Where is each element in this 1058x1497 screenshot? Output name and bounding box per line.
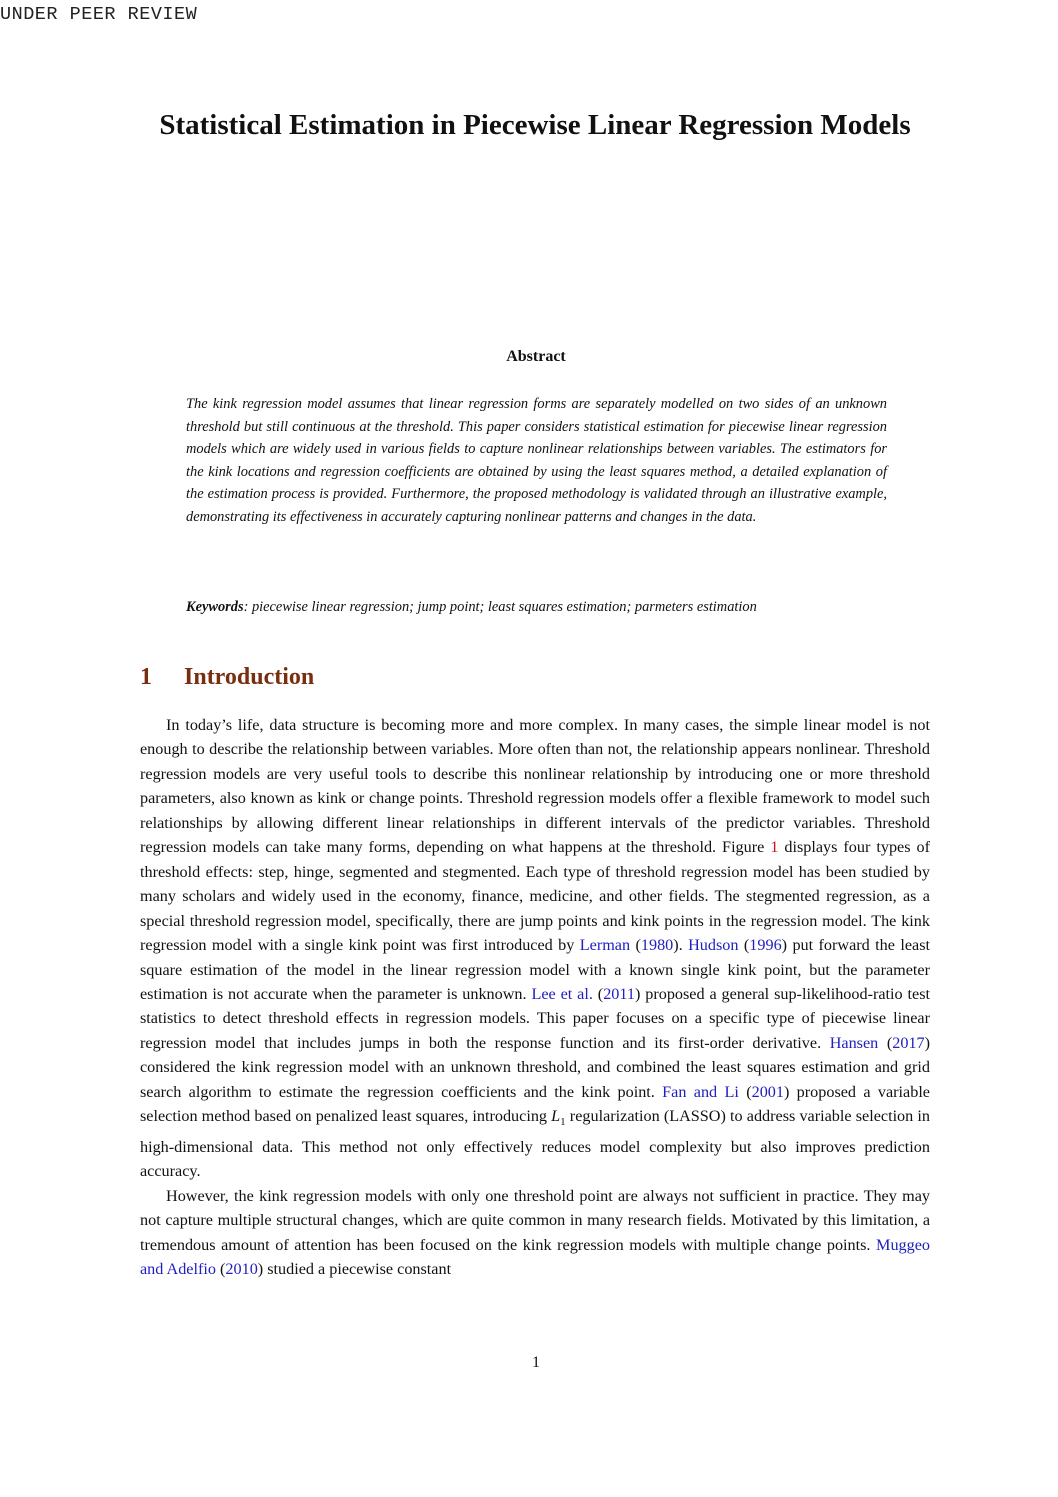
abstract-heading: Abstract [506, 348, 566, 365]
citation-muggeo-link[interactable]: Muggeo and Adelfio [140, 1235, 930, 1279]
text-run: put forward the least square estimation of the model in the linear regression model with a known single kink point, but the parameter estimation is not accurate when the parameter is unknown. [140, 936, 931, 1003]
figure-1-link[interactable]: 1 [770, 838, 779, 857]
text-run: displays four types of threshold effects: step, hinge, segmented and stegmented. Each type of threshold regression model has been studied by many scholars and widely used in the economy, finance, medicine, and other fields. The stegmented regression, as a special threshold regression model, specifically, there are jump points and kink points in the regression model. The kink regression model with a single kink point was first introduced by [140, 838, 930, 955]
citation-lerman-year-link[interactable]: 1980 [640, 936, 674, 955]
section-heading-introduction [140, 664, 314, 691]
math-symbol: L [551, 1107, 561, 1126]
math-subscript: 1 [560, 1116, 566, 1129]
text-run: considered the kink regression model with an unknown threshold, and combined the least squares estimation and grid search algorithm to estimate the regression coefficients and the kink point. [140, 1058, 930, 1101]
page-number: 1 [532, 1354, 540, 1371]
introduction-body [140, 713, 930, 1282]
text-run: regularization (LASSO) to address variable selection in high-dimensional data. This method not only effectively reduces model complexity but also improves prediction accuracy. [140, 1107, 930, 1181]
text-run: proposed a variable selection method based on penalized least squares, introducing [140, 1082, 930, 1126]
text-run: However, the kink regression models with only one threshold point are always not sufficient in practice. They may not capture multiple structural changes, which are quite common in many research fields. Motivated by this limitation, a tremendous amount of attention has been focused on the kink regression models with multiple change points. [140, 1186, 930, 1254]
citation-lerman-link[interactable]: Lerman [579, 936, 631, 955]
abstract-text: The kink regression model assumes that linear regression forms are separately modelled on two sides of an unknown threshold but still continuous at the threshold. This paper considers statistical estimation for piecewise linear regression models which are widely used in various fields to capture nonlinear relationships between variables. The estimators for the kink locations and regression coefficients are obtained by using the least squares method, a detailed explanation of the estimation process is provided. Furthermore, the proposed methodology is validated through an illustrative example, demonstrating its effectiveness in accurately capturing nonlinear patterns and changes in the data. [186, 396, 887, 525]
section-number: 1 [140, 664, 152, 690]
paper-title: Statistical Estimation in Piecewise Linear Regression Models [159, 109, 911, 141]
citation-hudson-link[interactable]: Hudson [688, 936, 739, 955]
math-l1 [551, 1107, 566, 1129]
section-title: Introduction [184, 664, 315, 690]
citation-muggeo-year-link[interactable]: 2010 [225, 1260, 258, 1279]
citation-fan-li-year-link[interactable]: 2001 [751, 1082, 784, 1101]
citation-lee-year-link[interactable]: 2011 [603, 984, 635, 1003]
text-run: studied a piecewise constant [263, 1260, 452, 1279]
text-run: In today’s life, data structure is becoming more and more complex. In many cases, the simple linear model is not enough to describe the relationship between variables. More often than not, the relationship appears nonlinear. Threshold regression models are very useful tools to describe this nonlinear relationship by introducing one or more threshold parameters, also known as kink or change points. Threshold regression models offer a flexible framework to model such relationships by allowing different linear relationships in different intervals of the predictor variables. Threshold regression models can take many forms, depending on what happens at the threshold. Figure [140, 716, 930, 857]
keywords-line [186, 596, 888, 618]
keywords-label: Keywords [186, 599, 244, 615]
citation-fan-li-link[interactable]: Fan and Li [662, 1082, 739, 1101]
citation-hansen-link[interactable]: Hansen [829, 1033, 879, 1052]
text-run: . [678, 936, 689, 955]
citation-hudson-year-link[interactable]: 1996 [749, 936, 782, 955]
text-run: proposed a general sup-likelihood-ratio test statistics to detect threshold effects in regression models. This paper focuses on a specific type of piecewise linear regression model that includes jumps in both the response function and its first-order derivative. [140, 984, 931, 1052]
review-watermark: UNDER PEER REVIEW [0, 4, 198, 25]
paragraph-1: In today’s life, data structure is becoming more and more complex. In many cases, the simple linear model is not enough to describe the relationship between variables. More often than not, the relationship appears nonlinear. Threshold regression models are very useful tools to describe this nonlinear relationship by introducing one or more threshold parameters, also known as kink or change points. Threshold regression models offer a flexible framework to model such relationships by allowing different linear relationships in different intervals of the predictor variables. Threshold regression models can take many forms, depending on what happens at the threshold. Figure 1 displays four types of threshold effects: step, hinge, segmented and stegmented. Each type of threshold regression model has been studied by many scholars and widely used in the economy, finance, medicine, and other fields. The stegmented regression, as a special threshold regression model, specifically, there are jump points and kink points in the regression model. The kink regression model with a single kink point was first introduced by Lerman (1980). Hudson (1996) put forward the least square estimation of the model in the linear regression model with a known single kink point, but the parameter estimation is not accurate when the parameter is unknown. Lee et al. (2011) proposed a general sup-likelihood-ratio test statistics to detect threshold effects in regression models. This paper focuses on a specific type of piecewise linear regression model that includes jumps in both the response function and its first-order derivative. Hansen (2017) considered the kink regression model with an unknown threshold, and combined the least squares estimation and grid search algorithm to estimate the regression coefficients and the kink point. Fan and Li (2001) proposed a variable selection method based on penalized least squares, introducing $L_1$ regularization (LASSO) to address variable selection in high-dimensional data. This method not only effectively reduces model complexity but also improves prediction accuracy. [140, 716, 931, 1181]
citation-lee-link[interactable]: Lee et al. [531, 984, 593, 1003]
paragraph-2: However, the kink regression models with only one threshold point are always not sufficient in practice. They may not capture multiple structural changes, which are quite common in many research fields. Motivated by this limitation, a tremendous amount of attention has been focused on the kink regression models with multiple change points. Muggeo and Adelfio (2010) studied a piecewise constant [140, 1186, 930, 1279]
keywords-text: : piecewise linear regression; jump point; least squares estimation; parmeters estimation [243, 599, 757, 615]
citation-hansen-year-link[interactable]: 2017 [892, 1033, 925, 1052]
